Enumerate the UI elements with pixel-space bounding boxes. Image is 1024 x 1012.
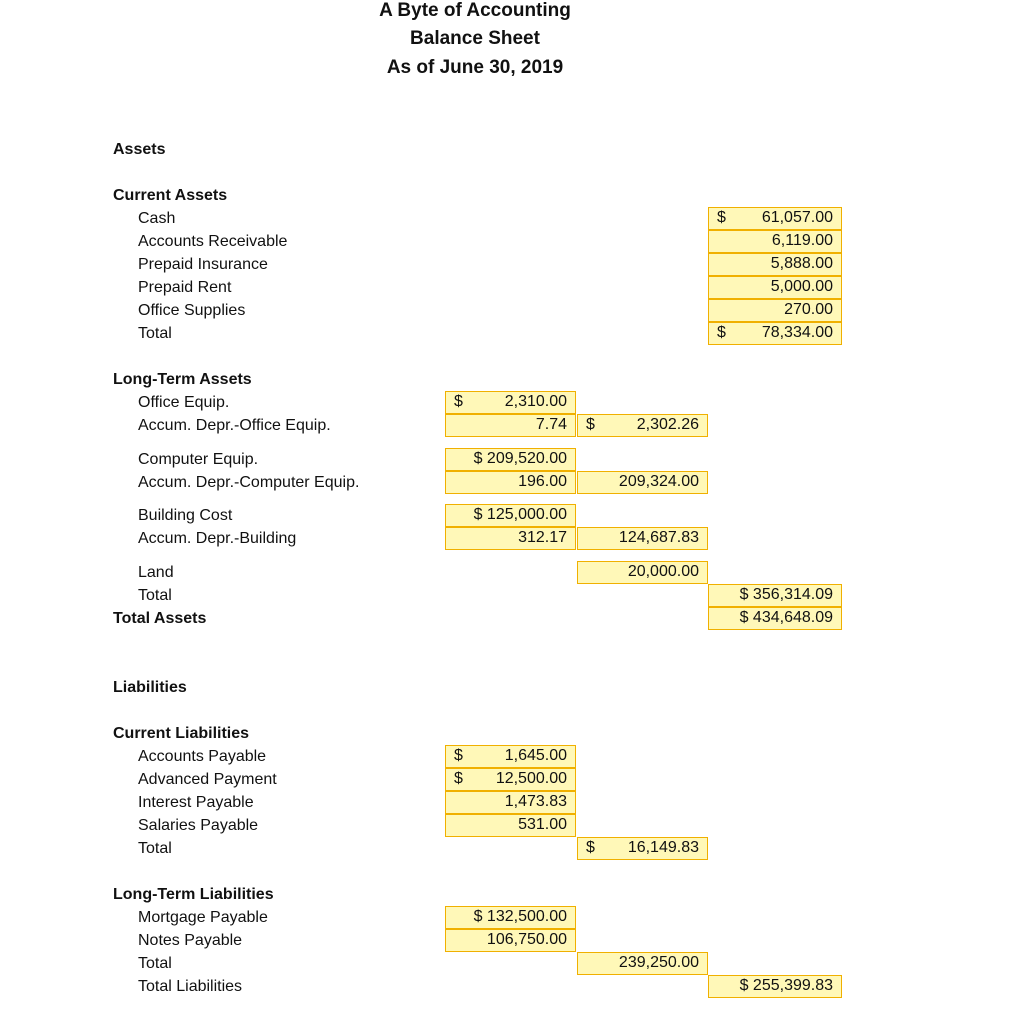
computer-depr-cell — [445, 471, 576, 494]
current-assets-total-label: Total — [138, 325, 172, 342]
report-date: As of June 30, 2019 — [386, 57, 564, 78]
land-cell — [577, 561, 708, 584]
computer-depr-label: Accum. Depr.-Computer Equip. — [138, 474, 360, 491]
office-equip-label: Office Equip. — [138, 394, 230, 411]
salaries-payable-amount: 531.00 — [518, 816, 567, 833]
office-depr-cell — [445, 414, 576, 437]
land-amount: 20,000.00 — [627, 563, 699, 580]
liabilities-heading: Liabilities — [113, 679, 187, 696]
prepaid-insurance-cell — [708, 253, 842, 276]
prepaid-rent-cell — [708, 276, 842, 299]
ar-label: Accounts Receivable — [138, 233, 288, 250]
current-liabilities-heading: Current Liabilities — [113, 725, 250, 742]
accounts-payable-currency: $ — [454, 747, 463, 764]
mortgage-payable-cell — [445, 906, 576, 929]
accounts-payable-cell — [445, 745, 576, 768]
office-supplies-cell — [708, 299, 842, 322]
computer-equip-net-amount: 209,324.00 — [618, 473, 699, 490]
long-term-liabilities-total-label: Total — [138, 955, 172, 972]
total-assets-amount: $ 434,648.09 — [739, 609, 833, 626]
ar-amount: 6,119.00 — [771, 232, 833, 249]
notes-payable-amount: 106,750.00 — [486, 931, 567, 948]
current-assets-total-currency: $ — [717, 324, 726, 341]
advanced-payment-currency: $ — [454, 770, 463, 787]
computer-depr-amount: 196.00 — [518, 473, 567, 490]
total-assets-cell — [708, 607, 842, 630]
building-depr-label: Accum. Depr.-Building — [138, 530, 297, 547]
prepaid-insurance-label: Prepaid Insurance — [138, 256, 268, 273]
total-liabilities-label: Total Liabilities — [138, 978, 243, 995]
computer-equip-amount: $ 209,520.00 — [473, 450, 567, 467]
current-assets-total-amount: 78,334.00 — [761, 324, 833, 341]
accounts-payable-amount: 1,645.00 — [504, 747, 567, 764]
current-liabilities-total-label: Total — [138, 840, 172, 857]
long-term-assets-total-cell — [708, 584, 842, 607]
land-label: Land — [138, 564, 174, 581]
office-equip-amount: 2,310.00 — [504, 393, 567, 410]
current-liabilities-total-cell — [577, 837, 708, 860]
office-supplies-amount: 270.00 — [784, 301, 833, 318]
computer-equip-label: Computer Equip. — [138, 451, 259, 468]
computer-equip-cell — [445, 448, 576, 471]
ar-cell — [708, 230, 842, 253]
office-equip-net-amount: 2,302.26 — [636, 416, 699, 433]
long-term-liabilities-heading: Long-Term Liabilities — [113, 886, 274, 903]
building-depr-amount: 312.17 — [518, 529, 567, 546]
office-equip-cell — [445, 391, 576, 414]
cash-currency: $ — [717, 209, 726, 226]
total-liabilities-amount: $ 255,399.83 — [739, 977, 833, 994]
long-term-liabilities-total-cell — [577, 952, 708, 975]
accounts-payable-label: Accounts Payable — [138, 748, 267, 765]
prepaid-insurance-amount: 5,888.00 — [770, 255, 833, 272]
mortgage-payable-label: Mortgage Payable — [138, 909, 268, 926]
office-equip-net-cell — [577, 414, 708, 437]
advanced-payment-cell — [445, 768, 576, 791]
building-amount: $ 125,000.00 — [473, 506, 567, 523]
notes-payable-cell — [445, 929, 576, 952]
current-liabilities-total-currency: $ — [586, 839, 595, 856]
office-supplies-label: Office Supplies — [138, 302, 246, 319]
office-equip-net-currency: $ — [586, 416, 595, 433]
cash-amount: 61,057.00 — [761, 209, 833, 226]
building-cell — [445, 504, 576, 527]
advanced-payment-amount: 12,500.00 — [495, 770, 567, 787]
salaries-payable-cell — [445, 814, 576, 837]
company-name: A Byte of Accounting — [379, 0, 571, 21]
current-liabilities-total-amount: 16,149.83 — [627, 839, 699, 856]
long-term-assets-total-amount: $ 356,314.09 — [739, 586, 833, 603]
office-depr-amount: 7.74 — [535, 416, 567, 433]
advanced-payment-label: Advanced Payment — [138, 771, 277, 788]
report-title: Balance Sheet — [410, 28, 540, 49]
notes-payable-label: Notes Payable — [138, 932, 243, 949]
building-net-cell — [577, 527, 708, 550]
total-liabilities-cell — [708, 975, 842, 998]
cash-label: Cash — [138, 210, 176, 227]
prepaid-rent-label: Prepaid Rent — [138, 279, 232, 296]
cash-cell — [708, 207, 842, 230]
interest-payable-cell — [445, 791, 576, 814]
mortgage-payable-amount: $ 132,500.00 — [473, 908, 567, 925]
long-term-liabilities-total-amount: 239,250.00 — [618, 954, 699, 971]
interest-payable-label: Interest Payable — [138, 794, 254, 811]
assets-heading: Assets — [113, 141, 166, 158]
building-depr-cell — [445, 527, 576, 550]
office-depr-label: Accum. Depr.-Office Equip. — [138, 417, 331, 434]
prepaid-rent-amount: 5,000.00 — [770, 278, 833, 295]
building-label: Building Cost — [138, 507, 233, 524]
long-term-assets-total-label: Total — [138, 587, 172, 604]
long-term-assets-heading: Long-Term Assets — [113, 371, 252, 388]
current-assets-heading: Current Assets — [113, 187, 228, 204]
building-net-amount: 124,687.83 — [618, 529, 699, 546]
salaries-payable-label: Salaries Payable — [138, 817, 259, 834]
computer-equip-net-cell — [577, 471, 708, 494]
current-assets-total-cell — [708, 322, 842, 345]
interest-payable-amount: 1,473.83 — [504, 793, 567, 810]
total-assets-label: Total Assets — [113, 610, 207, 627]
office-equip-currency: $ — [454, 393, 463, 410]
